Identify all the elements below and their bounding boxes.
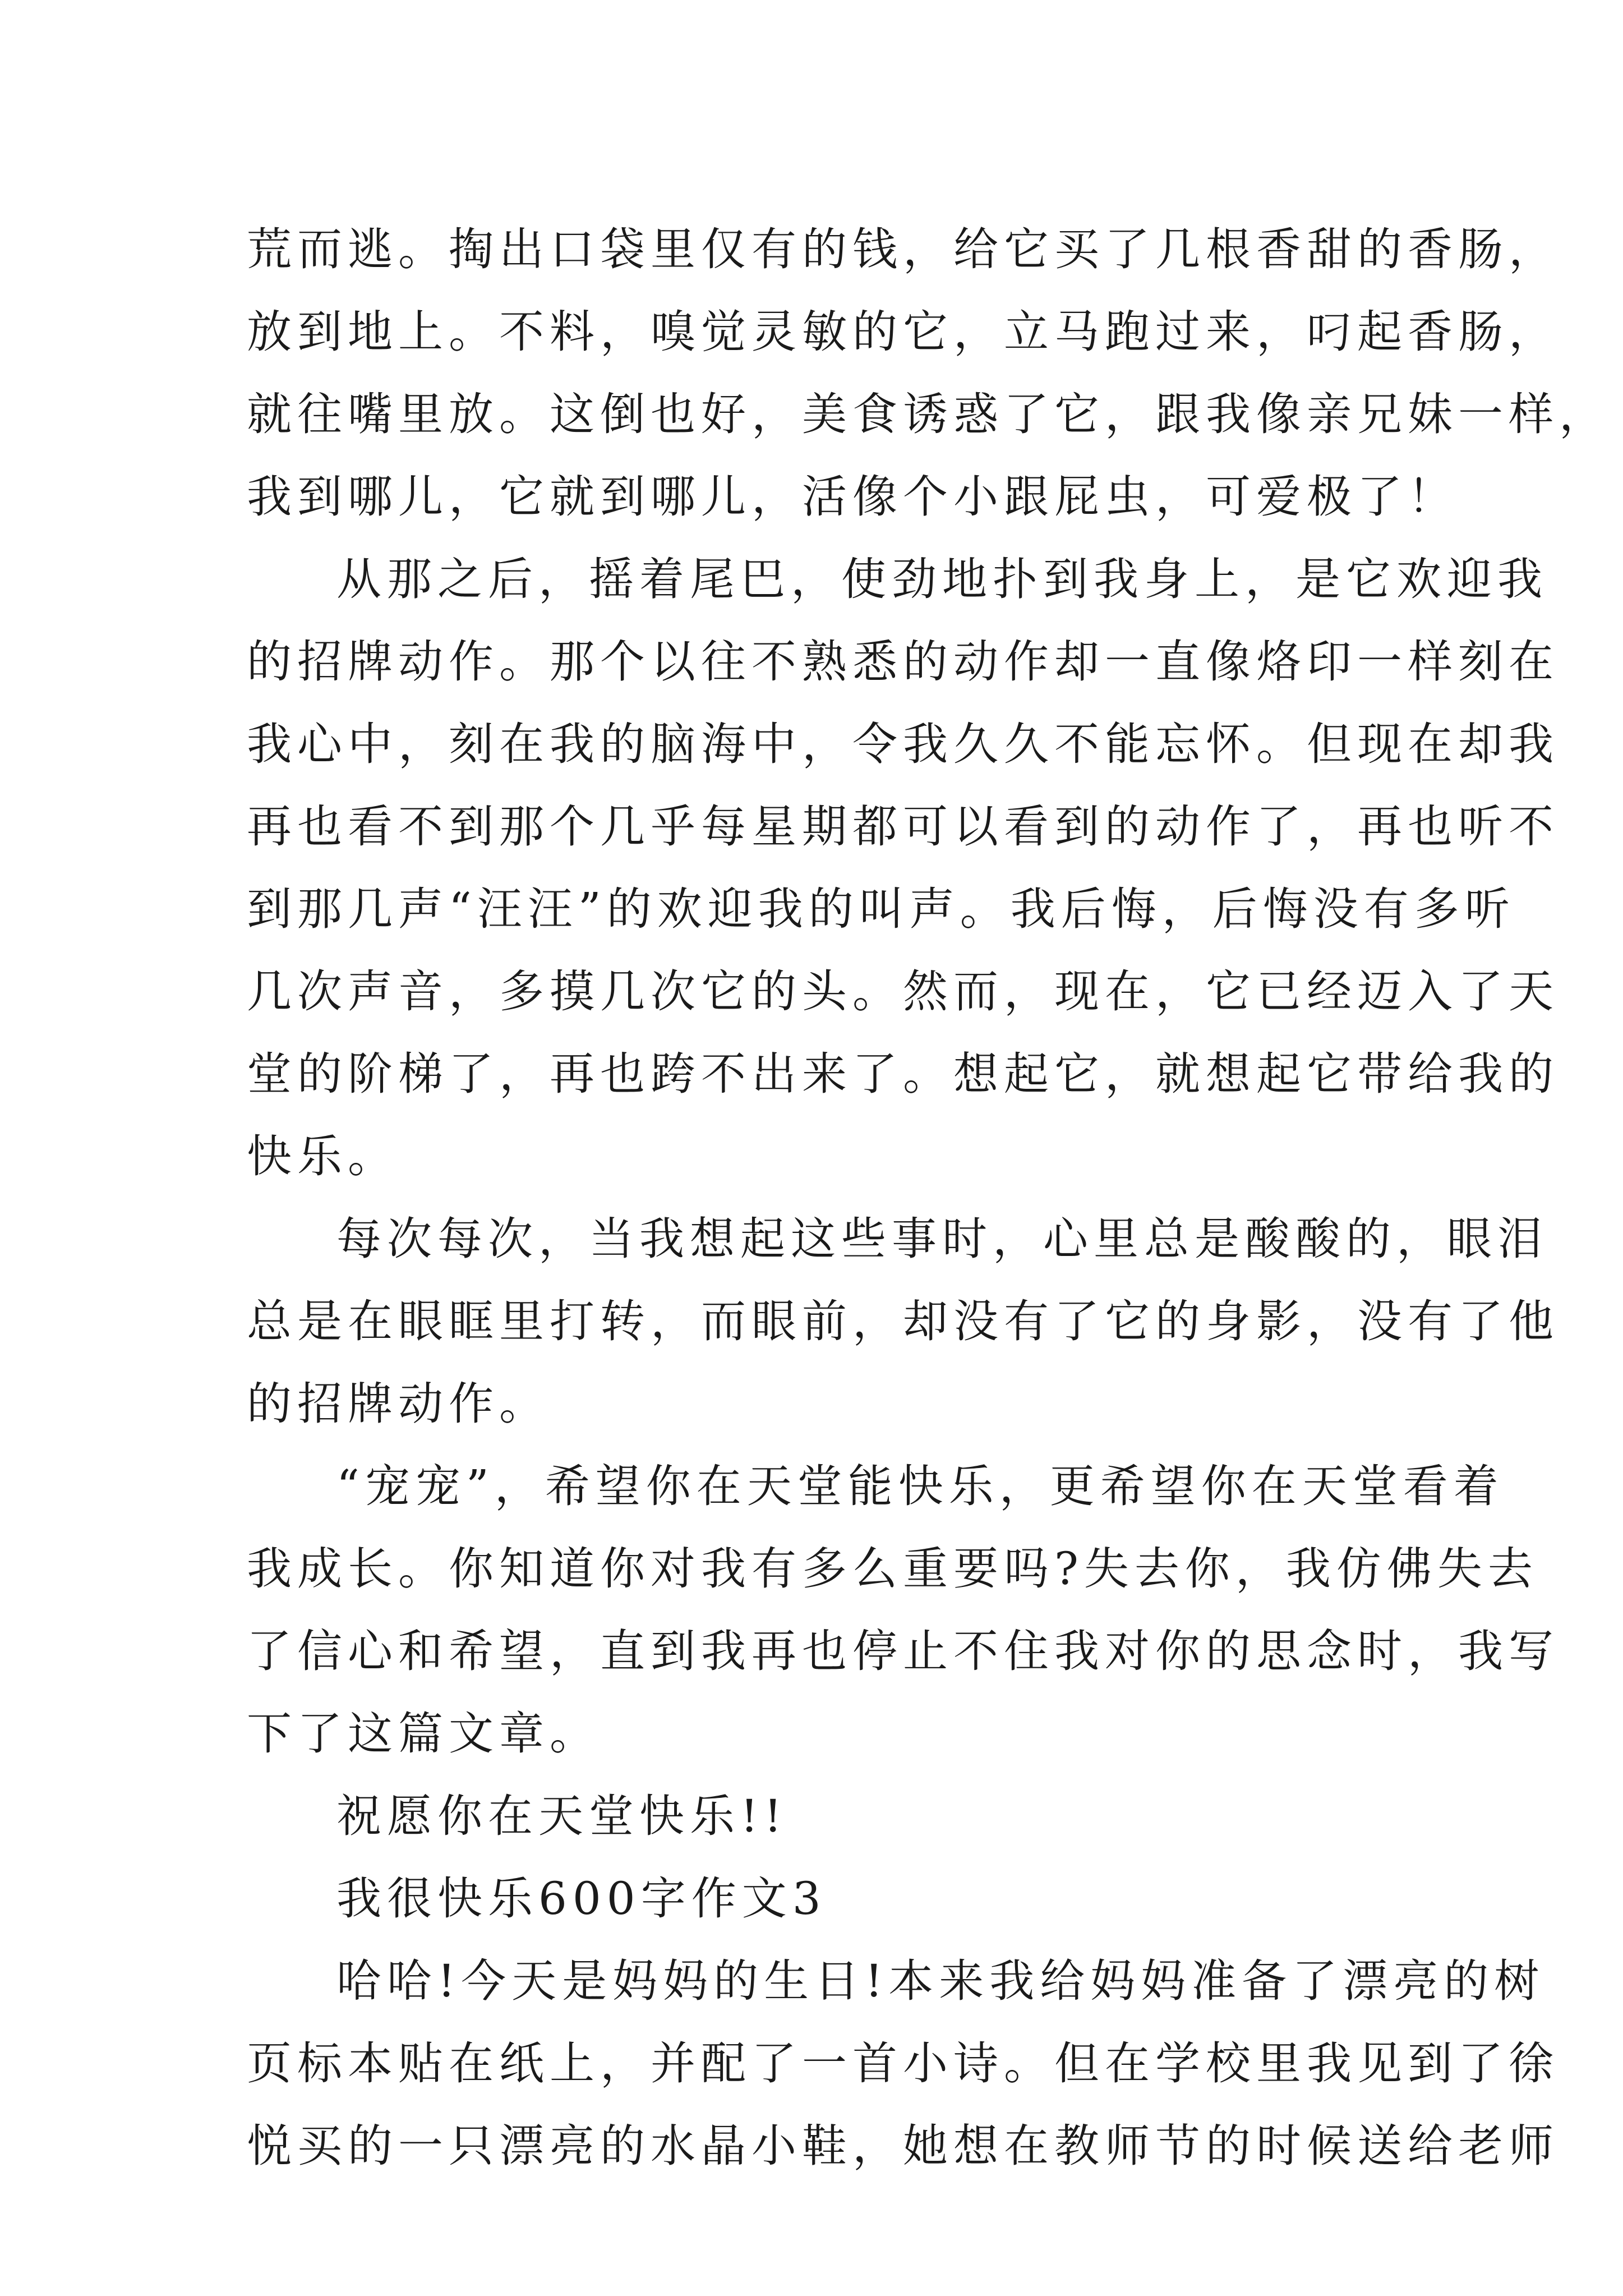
section-heading: 我很快乐600字作文3 — [336, 1872, 827, 1925]
text-line: 再也看不到那个几乎每星期都可以看到的动作了，再也听不 — [247, 800, 1559, 853]
text-line: 堂的阶梯了，再也跨不出来了。想起它，就想起它带给我的 — [247, 1048, 1559, 1100]
text-line: 哈哈!今天是妈妈的生日!本来我给妈妈准备了漂亮的树 — [336, 1955, 1545, 2007]
text-line: 放到地上。不料，嗅觉灵敏的它，立马跑过来，叼起香肠， — [247, 306, 1559, 358]
text-line: 总是在眼眶里打转，而眼前，却没有了它的身影，没有了他 — [247, 1295, 1559, 1347]
text-line: 荒而逃。掏出口袋里仅有的钱，给它买了几根香甜的香肠， — [247, 223, 1559, 275]
text-line: 的招牌动作。 — [247, 1378, 550, 1430]
text-line: 到那几声“汪汪”的欢迎我的叫声。我后悔，后悔没有多听 — [247, 883, 1515, 935]
text-line: 页标本贴在纸上，并配了一首小诗。但在学校里我见到了徐 — [247, 2037, 1559, 2090]
text-line: 我心中，刻在我的脑海中，令我久久不能忘怀。但现在却我 — [247, 718, 1559, 770]
text-line: “宠宠”，希望你在天堂能快乐，更希望你在天堂看着 — [336, 1460, 1504, 1512]
text-line: 了信心和希望，直到我再也停止不住我对你的思念时，我写 — [247, 1625, 1559, 1677]
text-line: 快乐。 — [247, 1130, 398, 1182]
text-line: 就往嘴里放。这倒也好，美食诱惑了它，跟我像亲兄妹一样， — [247, 388, 1610, 440]
text-line: 祝愿你在天堂快乐!! — [336, 1790, 788, 1842]
text-line: 从那之后，摇着尾巴，使劲地扑到我身上，是它欢迎我 — [336, 553, 1548, 605]
text-line: 每次每次，当我想起这些事时，心里总是酸酸的，眼泪 — [336, 1213, 1548, 1265]
text-line: 下了这篇文章。 — [247, 1708, 600, 1760]
text-line: 的招牌动作。那个以往不熟悉的动作却一直像烙印一样刻在 — [247, 636, 1559, 688]
text-line: 几次声音，多摸几次它的头。然而，现在，它已经迈入了天 — [247, 965, 1559, 1018]
text-line: 悦买的一只漂亮的水晶小鞋，她想在教师节的时候送给老师 — [247, 2120, 1559, 2172]
text-line: 我成长。你知道你对我有多么重要吗?失去你，我仿佛失去 — [247, 1543, 1538, 1595]
text-line: 我到哪儿，它就到哪儿，活像个小跟屁虫，可爱极了！ — [247, 471, 1458, 523]
